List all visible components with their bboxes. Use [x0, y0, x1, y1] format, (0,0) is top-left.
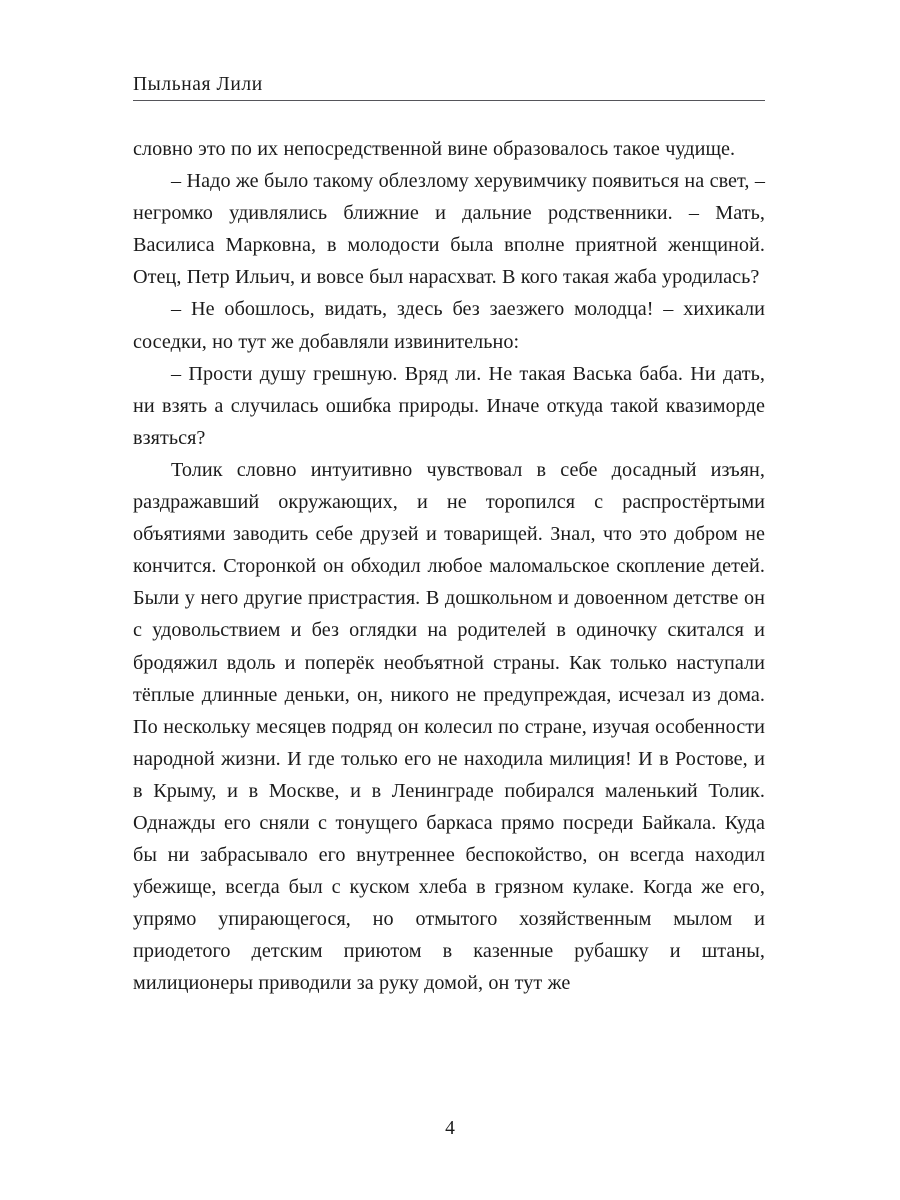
header-divider-rule: [133, 100, 765, 101]
page-number: 4: [445, 1118, 455, 1139]
paragraph: – Прости душу грешную. Вряд ли. Не такая Васька баба. Ни дать, ни взять а случилась ошибка природы. Иначе откуда такой квазиморде взяться?: [133, 362, 765, 449]
paragraph: Толик словно интуитивно чувствовал в себе досадный изъян, раздражавший окружающих, и не торопился с распростёртыми объятиями заводить себе друзей и товарищей. Знал, что это добром не кончится. Сторонкой он обходил любое маломальское скопление детей. Были у него другие пристрастия. В дошкольном и довоенном детстве он с удовольствием и без оглядки на родителей в одиночку скитался и бродяжил вдоль и поперёк необъятной страны. Как только наступали тёплые длинные деньки, он, никого не предупреждая, исчезал из дома. По нескольку месяцев подряд он колесил по стране, изучая особенности народной жизни. И где только его не находила милиция! И в Ростове, и в Крыму, и в Москве, и в Ленинграде побирался маленький Толик. Однажды его сняли с тонущего баркаса прямо посреди Байкала. Куда бы ни забрасывало его внутреннее беспокойство, он всегда находил убежище, всегда был с куском хлеба в грязном кулаке. Когда же его, упрямо упирающегося, но отмытого хозяйственным мылом и приодетого детским приютом в казенные рубашку и штаны, милиционеры приводили за руку домой, он тут же: [133, 458, 765, 995]
body-text-column: [133, 133, 765, 1000]
paragraph: словно это по их непосредственной вине образовалось такое чудище.: [133, 138, 736, 160]
running-head-block: [133, 74, 765, 101]
running-head-title: Пыльная Лили: [133, 74, 263, 95]
paragraph: – Надо же было такому облезлому херувимчику появиться на свет, – негромко удивлялись ближние и дальние родственники. – Мать, Василиса Марковна, в молодости была вполне приятной женщиной. Отец, Петр Ильич, и вовсе был нарасхват. В кого такая жаба уродилась?: [133, 170, 765, 289]
paragraph: – Не обошлось, видать, здесь без заезжего молодца! – хихикали соседки, но тут же добавляли извинительно:: [133, 298, 765, 353]
